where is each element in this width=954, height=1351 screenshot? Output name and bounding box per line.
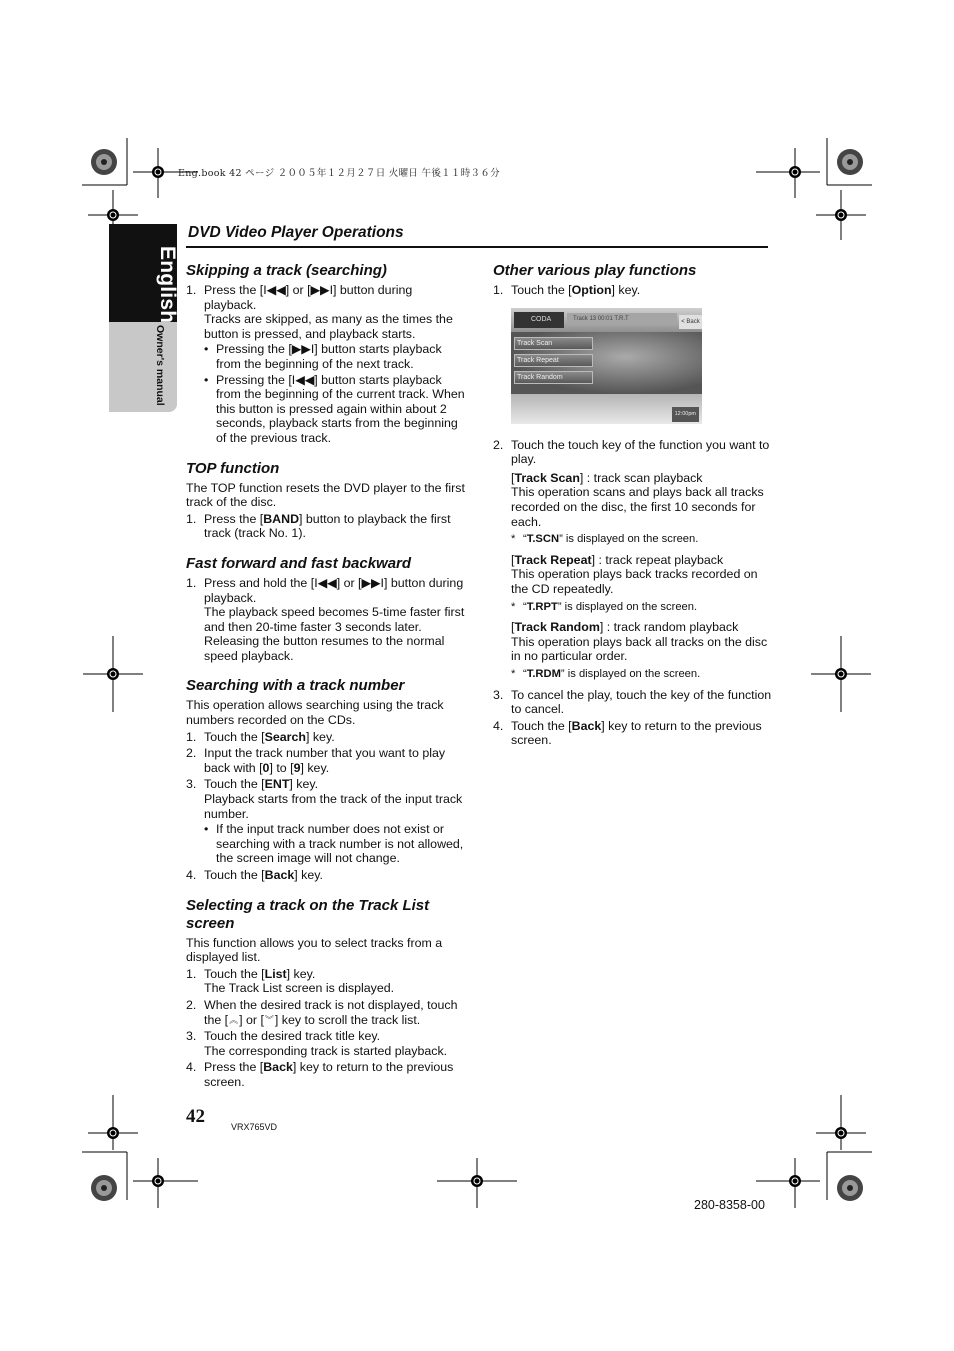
screen-track-repeat-button: Track Repeat [514,354,593,367]
title-rule [186,246,768,248]
section-heading: TOP function [186,459,280,477]
scroll-down-icon: ︾ [264,1014,274,1025]
page-number: 42 [186,1106,205,1127]
left-column [186,262,466,1104]
section-heading: Selecting a track on the Track List screen [186,896,430,932]
list-item: 1. Touch the [List] key. The Track List screen is displayed. [186,966,395,996]
list-item: 4. Touch the [Back] key to return to the previous screen. [493,718,762,748]
list-item: 4. Press the [Back] key to return to the previous screen. [186,1060,454,1089]
list-item: 2. Input the track number that you want to play back with [0] to [9] key. [186,746,446,775]
list-item: 1. Press the [I◀◀] or [▶▶I] button during playback. Tracks are skipped, as many as the times the button is pressed, and playback starts. • Pressing the [▶▶I] button starts playback from the beginning of the next track. • Pressing the [I◀◀] button starts playback from the beginning of the current track. When this button is pressed again within about 2 seconds, playback starts from the beginning of the previous track. [186,283,466,446]
section-track-list: Selecting a track on the Track List screen This function allows you to select tracks from a displayed list. 1. Touch the [List] key. The Track List screen is displayed. 2. When the desired track is not displayed, touch the [︽] or [︾] key to scroll the track list. 3. Touch the desired track title key. The corresponding track is started playback. 4. Press the [Back] key to return to the previous screen. [186,897,466,1090]
section-heading: Other various play functions [493,262,697,279]
section-skipping [186,262,466,446]
document-number: 280-8358-00 [694,1198,765,1212]
list-item: 2. When the desired track is not displayed, touch the [︽] or [︾] key to scroll the track list. [186,997,458,1027]
section-fast-forward [186,555,466,664]
screen-logo: CODA [514,312,564,328]
page-title: DVD Video Player Operations [188,224,404,241]
list-item: 3. To cancel the play, touch the key of the function to cancel. [493,687,772,717]
note: * “T.SCN” is displayed on the screen. [511,533,699,546]
screen-track-scan-button: Track Scan [514,337,593,350]
list-item: 3. Touch the [ENT] key. Playback starts from the track of the input track number. • If the input track number does not exist or searching with a track number is not allowed, the screen image will not change. [186,777,466,866]
scroll-up-icon: ︽ [229,1014,239,1025]
list-item: 4. Touch the [Back] key. [186,868,323,882]
section-heading: Skipping a track (searching) [186,262,387,279]
screen-back-button: < Back [679,315,702,329]
screen-footer [511,394,702,424]
bullet-item: • Pressing the [▶▶I] button starts playback from the beginning of the next track. [204,342,466,371]
list-item: 1. Press and hold the [I◀◀] or [▶▶I] button during playback. The playback speed becomes 5-time faster first and then 20-time faster 3 seconds later. Releasing the button resumes to the normal speed playback. [186,575,465,663]
model-number: VRX765VD [231,1122,278,1132]
language-label: English [156,246,179,324]
list-item: 3. Touch the desired track title key. The corresponding track is started playback. [186,1029,448,1058]
note: * “T.RPT” is displayed on the screen. [511,600,698,613]
screen-clock: 12:00pm [672,407,699,422]
list-item: 2. Touch the touch key of the function you want to play. [Track Scan] : track scan playback This operation scans and plays back all tracks recorded on the disc, the first 10 seconds for each. * “T.SCN” is displayed on the screen. [Track Repeat] : track repeat playback This operation plays back tracks recorded on the CD repeatedly. * “T.RPT” is displayed on the screen. [Track Random] : track random playback This operation plays back all tracks on the disc in no particular order. * “T.RDM” is displayed on the screen. [493,438,773,682]
list-item: 1. Touch the [Search] key. [186,729,335,744]
section-heading: Fast forward and fast backward [186,554,412,572]
print-header: Eng.book 42 ページ ２００５年１２月２７日 火曜日 午後１１時３６分 [178,168,500,179]
right-column [493,262,773,750]
note: * “T.RDM” is displayed on the screen. [511,667,701,680]
screen-status-bar: Track 13 00:01 T.R.T [567,313,677,325]
bullet-item: • If the input track number does not exist or searching with a track number is not allowed, the screen image will not change. [204,822,466,866]
section-top-function: TOP function The TOP function resets the DVD player to the first track of the disc. 1. Press the [BAND] button to playback the first track (track No. 1). [186,459,465,541]
bullet-item: • Pressing the [I◀◀] button starts playback from the beginning of the current track. When this button is pressed again within about 2 seconds, playback starts from the beginning of the previous track. [204,373,466,446]
screen-track-random-button: Track Random [514,371,593,384]
section-heading: Searching with a track number [186,677,405,695]
section-search-track: Searching with a track number This operation allows searching using the track numbers recorded on the CDs. 1. Touch the [Search] key. 2. Input the track number that you want to play back with [0] to [9] key. 3. Touch the [ENT] key. Playback starts from the track of the input track number. • If the input track number does not exist or searching with a track number is not allowed, the screen image will not change. 4. Touch the [Back] key. [186,677,466,882]
list-item: 1. Touch the [Option] key. [493,283,641,297]
list-item: 1. Press the [BAND] button to playback the first track (track No. 1). [186,511,451,541]
option-screen-image [511,308,702,424]
owners-manual-label: Owner's manual [154,325,166,406]
